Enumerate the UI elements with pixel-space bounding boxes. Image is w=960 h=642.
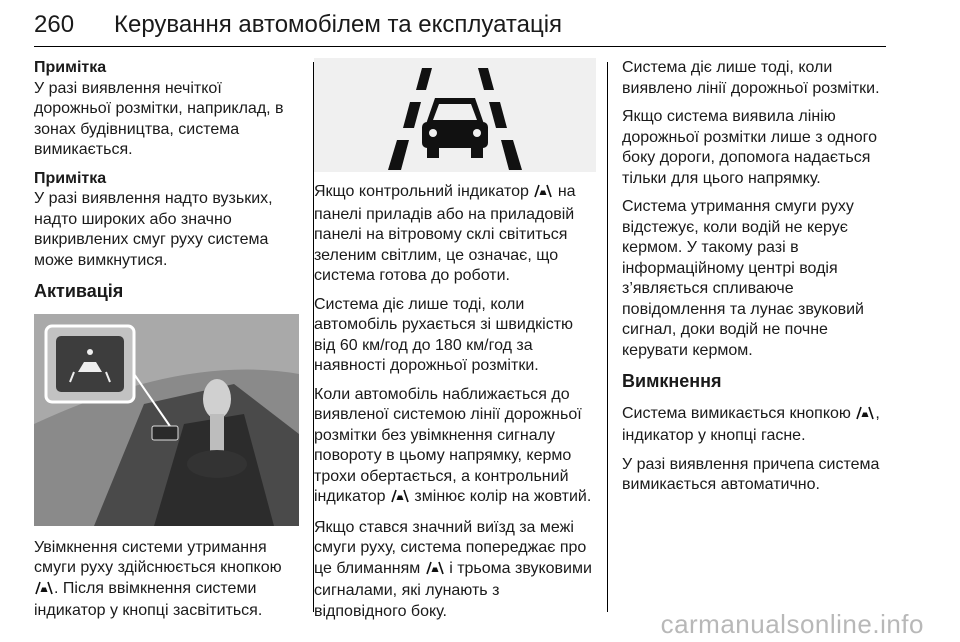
lane-keep-assist-icon bbox=[425, 561, 445, 582]
page-title: Керування автомобілем та експлуатація bbox=[114, 11, 563, 38]
warning-paragraph bbox=[314, 518, 596, 623]
note-text: У разі виявлення надто вузьких, надто широких або значно викривлених смуг руху система може вимкнутися. bbox=[34, 190, 273, 269]
hands-off-paragraph: Система утримання смуги руху відстежує, коли водій не керує кермом. У такому разі в інформаційному центрі водія з’являється спливаюче повідомлення та лунає звуковий сигнал, доки водій не почне керувати кермом. bbox=[622, 198, 864, 359]
text-span: Якщо стався значний виїзд за межі смуги руху, система попереджає про це блиманням bbox=[314, 518, 587, 577]
note-label: Примітка bbox=[34, 59, 107, 76]
section-heading-activation: Активація bbox=[34, 281, 124, 301]
trailer-paragraph: У разі виявлення причепа система вимикається автоматично. bbox=[622, 455, 880, 493]
indicator-paragraph bbox=[314, 182, 596, 287]
text-span: змінює колір на жовтий. bbox=[414, 488, 592, 505]
column-divider bbox=[607, 62, 608, 612]
operation-paragraph: Система діє лише тоді, коли виявлено лінії дорожньої розмітки. bbox=[622, 59, 880, 97]
text-span: і трьома звуковими сигналами, які лунають з відповідного боку. bbox=[314, 559, 592, 620]
lane-keep-assist-icon bbox=[855, 406, 875, 427]
text-span: Коли автомобіль наближається до виявленої системою лінії дорожньої розмітки без увімкнення сигналу повороту в цьому напрямку, кермо трохи обертається, а контрольний індикатор bbox=[314, 385, 582, 505]
text-span: . Після ввімкнення системи індикатор у кнопці засвітиться. bbox=[34, 579, 263, 619]
note-text: У разі виявлення нечіткої дорожньої розмітки, наприклад, в зонах будівництва, система вимикається. bbox=[34, 79, 284, 158]
lane-keep-assist-icon bbox=[314, 58, 596, 172]
text-span: Якщо контрольний індикатор bbox=[314, 183, 529, 200]
text-span: Увімкнення системи утримання смуги руху здійснюється кнопкою bbox=[34, 538, 282, 576]
note-label: Примітка bbox=[34, 169, 107, 187]
text-span: Система вимикається кнопкою bbox=[622, 404, 851, 422]
console-illustration bbox=[34, 314, 299, 526]
one-side-paragraph: Якщо система виявила лінію дорожньої розмітки лише з одного боку дороги, допомога надається тільки для цього напрямку. bbox=[622, 108, 877, 187]
watermark: carmanualsonline.info bbox=[660, 609, 924, 639]
lane-keep-assist-icon bbox=[533, 184, 553, 205]
deactivation-paragraph bbox=[622, 404, 892, 447]
speed-paragraph: Система діє лише тоді, коли автомобіль рухається зі швидкістю від 60 км/год до 180 км/год за наявності дорожньої розмітки. bbox=[314, 295, 574, 374]
activation-paragraph bbox=[34, 538, 299, 622]
console-button-photo bbox=[34, 314, 299, 526]
header-rule bbox=[34, 46, 886, 47]
lane-keep-assist-icon bbox=[34, 581, 54, 602]
lane-keep-assist-icon bbox=[390, 489, 410, 510]
column-1 bbox=[34, 58, 299, 630]
column-2 bbox=[314, 58, 596, 630]
section-heading-deactivation: Вимкнення bbox=[622, 371, 722, 391]
lane-assist-banner bbox=[314, 58, 596, 172]
steering-paragraph bbox=[314, 385, 596, 510]
column-3 bbox=[622, 58, 892, 504]
page-header bbox=[34, 10, 562, 40]
text-span: , індикатор у кнопці гасне. bbox=[622, 404, 880, 444]
page-number: 260 bbox=[34, 11, 75, 38]
text-span: на панелі приладів або на приладовій панелі на вітровому склі світиться зеленим світлим, це означає, що система готова до роботи. bbox=[314, 183, 576, 284]
